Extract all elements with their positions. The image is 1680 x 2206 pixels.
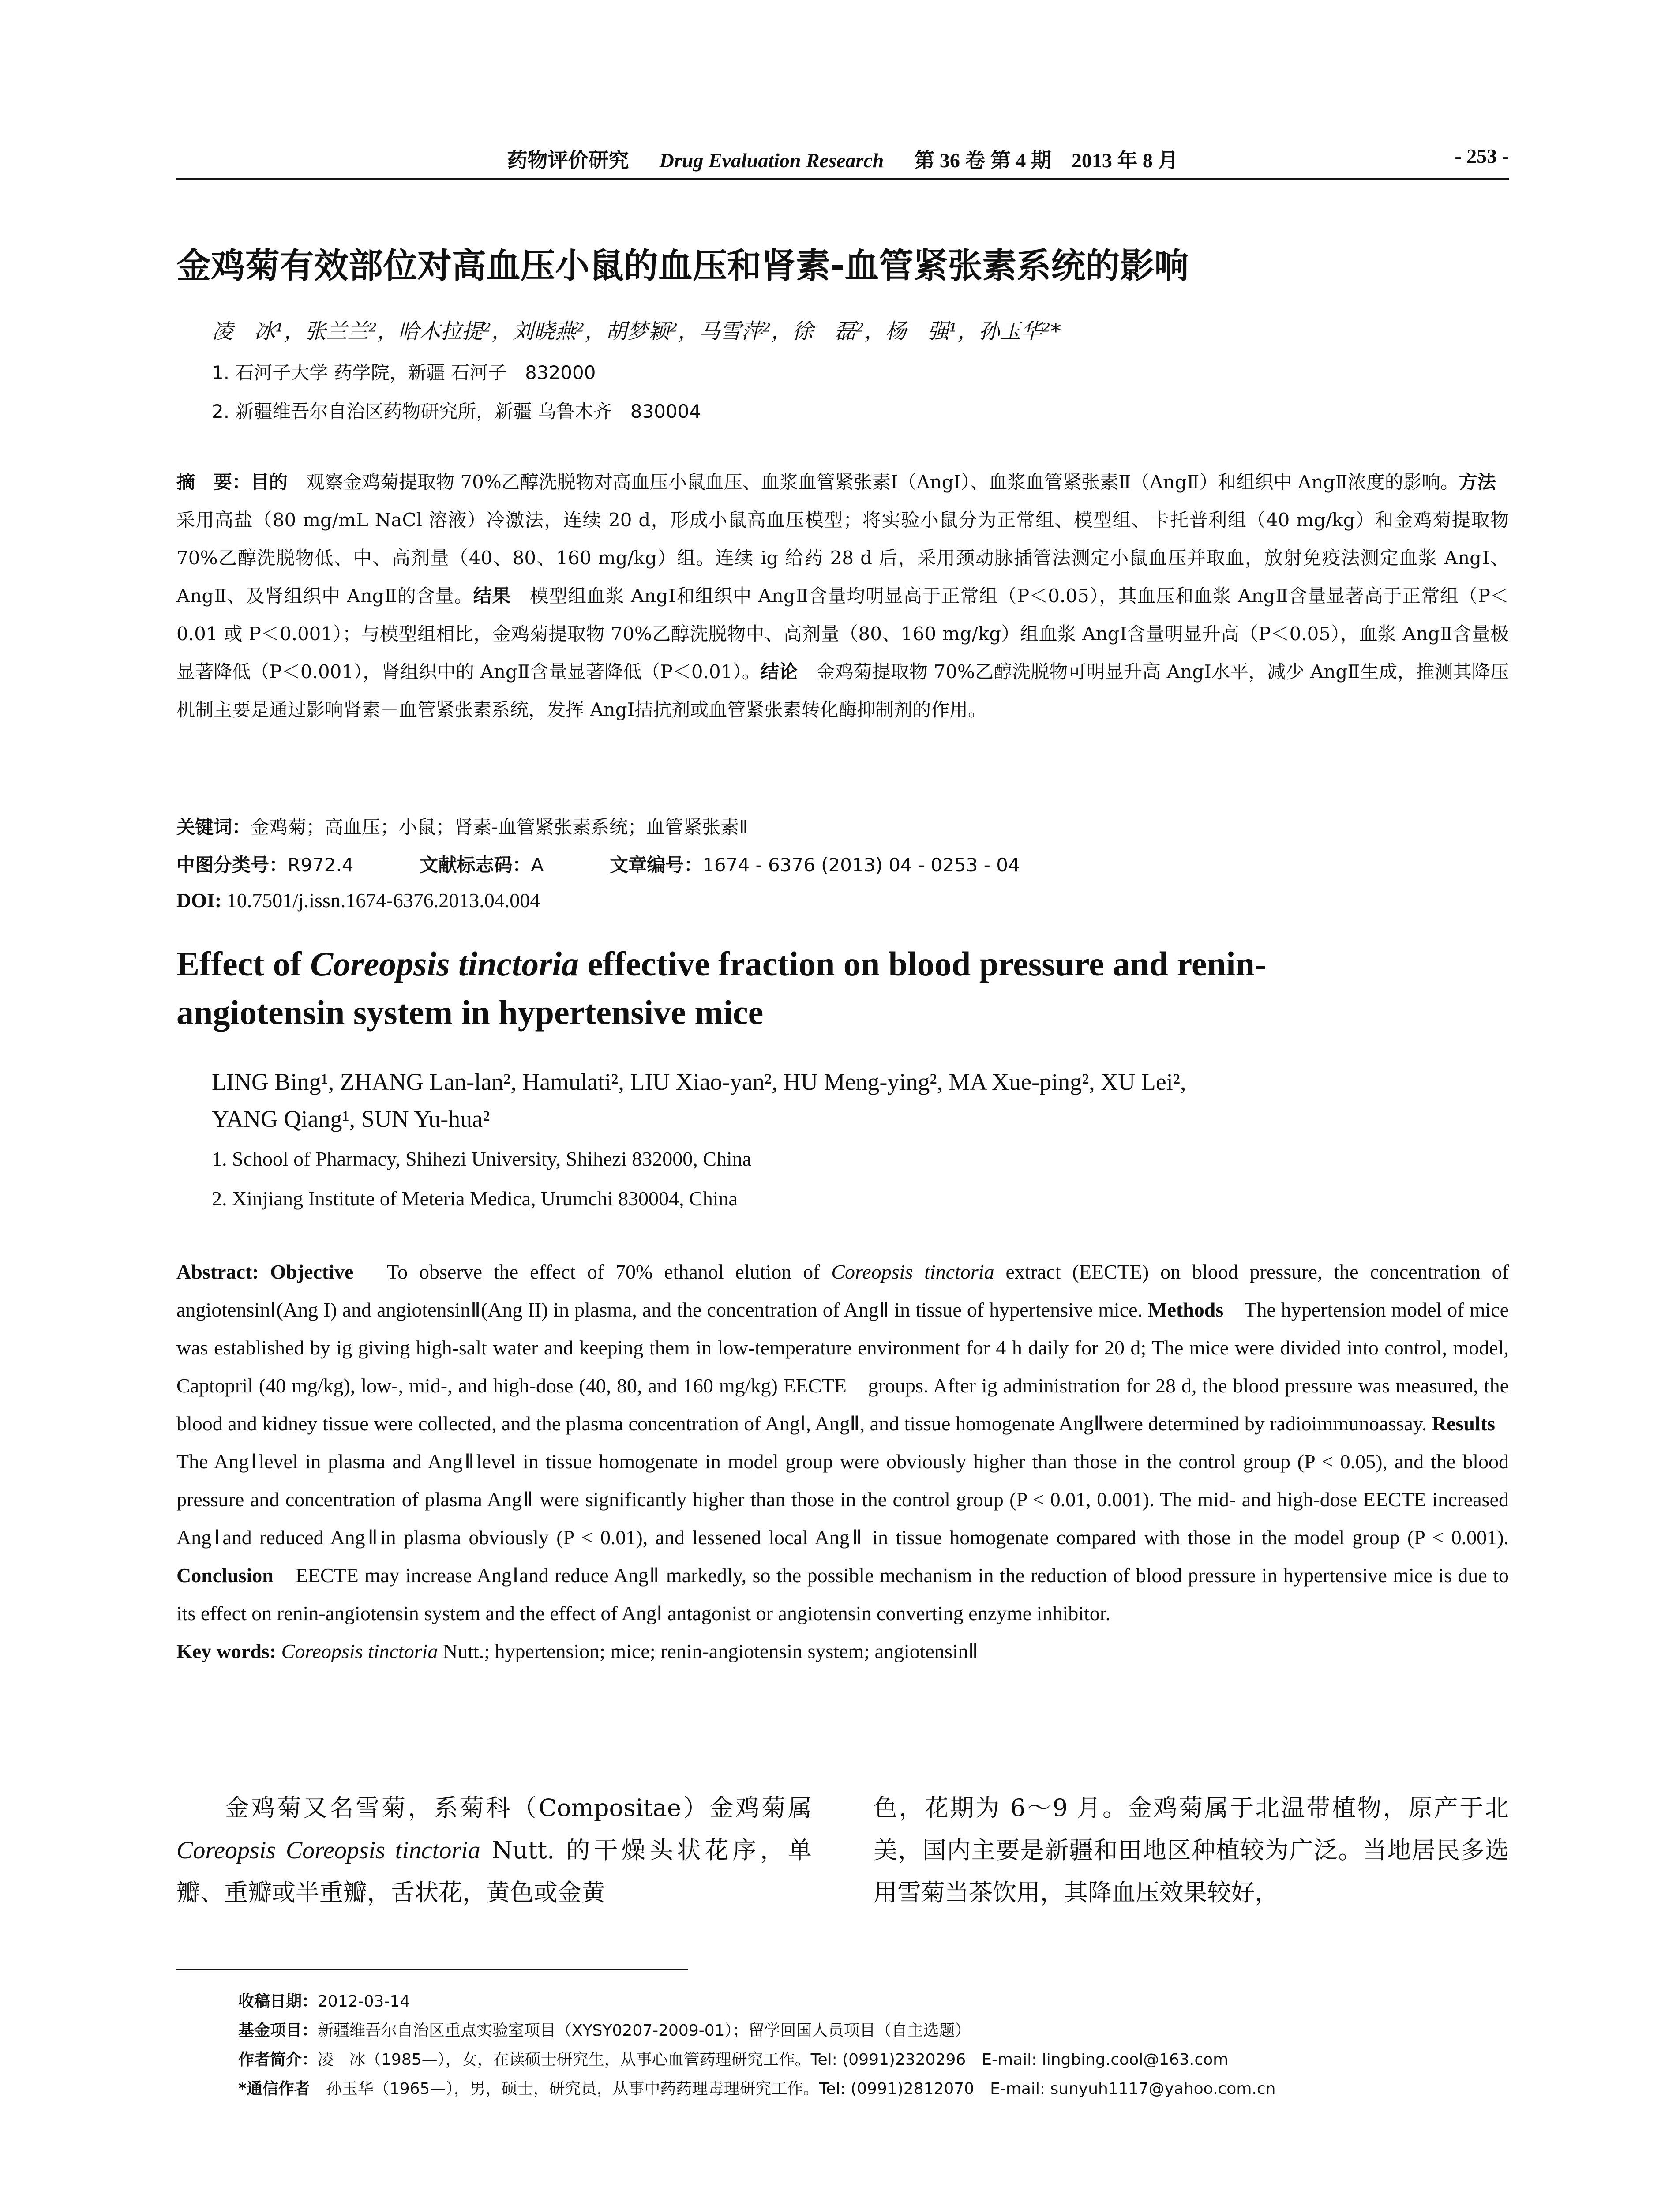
- doc-code-value: A: [531, 854, 544, 876]
- doi-value: 10.7501/j.issn.1674-6376.2013.04.004: [226, 889, 540, 912]
- results-text-cn: 模型组血浆 AngⅠ和组织中 AngⅡ含量均明显高于正常组（P＜0.05），其血压和血浆 AngⅡ含量显著高于正常组（P＜0.01 或 P＜0.001）；与模型组相比，金鸡菊提取物 70%乙醇洗脱物中、高剂量（80、160 mg/kg）组血浆 AngⅠ含量明显升高（P＜0.05），血浆 AngⅡ含量极显著降低（P＜0.001），肾组织中的 AngⅡ含量显著降低（P＜0.01）。: [176, 585, 1509, 683]
- methods-text-en: The hypertension model of mice was established by ig giving high-salt water and keeping them in low-temperature environment for 4 h daily for 20 d; The mice were divided into control, model, Captopril (40 mg/kg), low-, mid-, and high-dose (40, 80, and 160 mg/kg) EECTE groups. After ig administration for 28 d, the blood pressure was measured, the blood and kidney tissue were collected, and the plasma concentration of AngⅠ, AngⅡ, and tissue homogenate AngⅡwere determined by radioimmunoassay.: [176, 1298, 1509, 1435]
- doi-label: DOI:: [176, 889, 222, 912]
- objective-text-cn: 观察金鸡菊提取物 70%乙醇洗脱物对高血压小鼠血压、血浆血管紧张素Ⅰ（AngⅠ）、血浆血管紧张素Ⅱ（AngⅡ）和组织中 AngⅡ浓度的影响。: [288, 471, 1459, 493]
- fund-value: 新疆维吾尔自治区重点实验室项目（XYSY0207-2009-01）；留学回国人员项目（自主选题）: [318, 2022, 971, 2040]
- objective-text-en-species: Coreopsis tinctoria: [831, 1261, 994, 1283]
- affiliation-en-1: 1. School of Pharmacy, Shihezi University, Shihezi 832000, China: [212, 1148, 752, 1170]
- conclusion-label-en: Conclusion: [176, 1564, 274, 1587]
- received-label: 收稿日期：: [238, 1992, 318, 2011]
- title-en-pre: Effect of: [176, 945, 311, 983]
- authors-en: [212, 1063, 1509, 1137]
- abstract-cn: [176, 463, 1515, 729]
- journal-info: [176, 144, 1509, 173]
- corr-value: 孙玉华（1965—），男，硕士，研究员，从事中药药理毒理研究工作。Tel: (0991)2812070 E-mail: sunyuh1117@yahoo.com.cn: [310, 2080, 1276, 2098]
- methods-text-cn: 采用高盐（80 mg/mL NaCl 溶液）冷激法，连续 20 d，形成小鼠高血压模型；将实验小鼠分为正常组、模型组、卡托普利组（40 mg/kg）和金鸡菊提取物 70%乙醇洗脱物低、中、高剂量（40、80、160 mg/kg）组。连续 ig 给药 28 d 后，采用颈动脉插管法测定小鼠血压并取血，放射免疫法测定血浆 AngⅠ、AngⅡ、及肾组织中 AngⅡ的含量。: [176, 471, 1515, 607]
- results-label-cn: 结果: [473, 585, 511, 607]
- methods-label-en: Methods: [1148, 1298, 1224, 1321]
- header-rule: [176, 178, 1509, 180]
- affiliation-en-2: 2. Xinjiang Institute of Meteria Medica, Urumchi 830004, China: [212, 1187, 738, 1210]
- footnote-correspondence: [238, 2076, 1275, 2099]
- title-en-post: effective fraction on blood pressure and renin-angiotensin system in hypertensive mice: [176, 945, 1266, 1032]
- corr-label: *通信作者: [238, 2080, 310, 2098]
- author-value: 凌 冰（1985—），女，在读硕士研究生，从事心血管药理研究工作。Tel: (0991)2320296 E-mail: lingbing.cool@163.com: [318, 2051, 1229, 2069]
- results-text-en: The AngⅠlevel in plasma and AngⅡlevel in tissue homogenate in model group were obviously higher than those in the control group (P < 0.05), and the blood pressure and concentration of plasma AngⅡ were significantly higher than those in the control group (P < 0.01, 0.001). The mid- and high-dose EECTE increased AngⅠand reduced AngⅡin plasma obviously (P < 0.01), and lessened local AngⅡ in tissue homogenate compared with those in the model group (P < 0.001).: [176, 1412, 1515, 1549]
- fund-label: 基金项目：: [238, 2022, 318, 2040]
- journal-name-cn: 药物评价研究: [507, 149, 629, 172]
- keywords-label-en: Key words:: [176, 1640, 277, 1662]
- conclusion-text-cn: 金鸡菊提取物 70%乙醇洗脱物可明显升高 AngⅠ水平，减少 AngⅡ生成，推测其降压机制主要是通过影响肾素－血管紧张素系统，发挥 AngⅠ拮抗剂或血管紧张素转化酶抑制剂的作用。: [176, 661, 1509, 720]
- body-left-post: Nutt. 的干燥头状花序，单瓣、重瓣或半重瓣，舌状花，黄色或金黄: [176, 1836, 812, 1906]
- title-en-species: Coreopsis tinctoria: [310, 945, 579, 983]
- received-value: 2012-03-14: [318, 1992, 410, 2011]
- objective-label-cn: 目的: [251, 471, 288, 493]
- objective-text-en-pre: To observe the effect of 70% ethanol elution of: [353, 1261, 832, 1283]
- journal-name-en: Drug Evaluation Research: [659, 149, 884, 172]
- doc-code-label: 文献标志码：: [420, 854, 531, 876]
- doi-line: [176, 889, 540, 912]
- abstract-en: [176, 1253, 1515, 1670]
- body-column-right: 色，花期为 6～9 月。金鸡菊属于北温带植物，原产于北美，国内主要是新疆和田地区种植较为广泛。当地居民多选用雪菊当茶饮用，其降血压效果较好，: [874, 1794, 1509, 1906]
- authors-cn: 凌 冰¹，张兰兰²，哈木拉提²，刘晓燕²，胡梦颖²，马雪萍²，徐 磊²，杨 强¹，孙玉华²*: [212, 319, 1061, 344]
- conclusion-label-cn: 结论: [760, 661, 798, 683]
- keywords-label-cn: 关键词：: [176, 816, 251, 838]
- clc-value: R972.4: [288, 854, 354, 876]
- body-column-left: [176, 1787, 812, 1914]
- author-label: 作者简介：: [238, 2051, 318, 2069]
- affiliation-cn-1: 1. 石河子大学 药学院，新疆 石河子 832000: [212, 362, 596, 383]
- authors-en-line-2: YANG Qiang¹, SUN Yu-hua²: [212, 1106, 490, 1132]
- page-number: - 253 -: [1455, 145, 1509, 167]
- article-title-en: [176, 940, 1368, 1037]
- clc-label: 中图分类号：: [176, 854, 288, 876]
- article-no-label: 文章编号：: [610, 854, 703, 876]
- body-left-pre: 金鸡菊又名雪菊，系菊科（Compositae）金鸡菊属: [225, 1794, 812, 1822]
- abstract-label-cn: 摘 要：: [176, 471, 251, 493]
- keywords-species-en: Coreopsis tinctoria: [281, 1640, 438, 1662]
- article-no-value: 1674 - 6376 (2013) 04 - 0253 - 04: [702, 854, 1020, 876]
- abstract-label-en: Abstract: Objective: [176, 1261, 354, 1283]
- keywords-text-en: Nutt.; hypertension; mice; renin-angiotensin system; angiotensinⅡ: [438, 1640, 979, 1662]
- classification-line: [176, 851, 1020, 877]
- body-left-species: Coreopsis Coreopsis tinctoria: [176, 1837, 480, 1864]
- affiliation-cn-2: 2. 新疆维吾尔自治区药物研究所，新疆 乌鲁木齐 830004: [212, 401, 701, 422]
- issue-info: 第 36 卷 第 4 期 2013 年 8 月: [914, 149, 1178, 172]
- keywords-cn: [176, 813, 748, 839]
- results-label-en: Results: [1432, 1412, 1495, 1435]
- article-title-cn: 金鸡菊有效部位对高血压小鼠的血压和肾素-血管紧张素系统的影响: [176, 246, 1189, 286]
- footnote-author: [238, 2047, 1228, 2070]
- objective-text-en-post: extract (EECTE) on blood pressure, the concentration of angiotensinⅠ(Ang I) and angiotensinⅡ(Ang II) in plasma, and the concentration of AngⅡ in tissue of hypertensive mice.: [176, 1261, 1509, 1321]
- conclusion-text-en: EECTE may increase AngⅠand reduce AngⅡ markedly, so the possible mechanism in the reduction of blood pressure in hypertensive mice is due to its effect on renin-angiotensin system and the effect of AngⅠ antagonist or angiotensin converting enzyme inhibitor.: [176, 1564, 1509, 1624]
- footnote-rule: [176, 1969, 688, 1970]
- methods-label-cn: 方法: [1459, 471, 1496, 493]
- authors-en-line-1: LING Bing¹, ZHANG Lan-lan², Hamulati², LIU Xiao-yan², HU Meng-ying², MA Xue-ping², XU Lei²,: [212, 1069, 1186, 1095]
- footnote-fund: [238, 2018, 971, 2041]
- running-header: [176, 139, 1509, 183]
- footnote-received: [238, 1989, 410, 2011]
- keywords-text-cn: 金鸡菊；高血压；小鼠；肾素-血管紧张素系统；血管紧张素Ⅱ: [251, 816, 748, 838]
